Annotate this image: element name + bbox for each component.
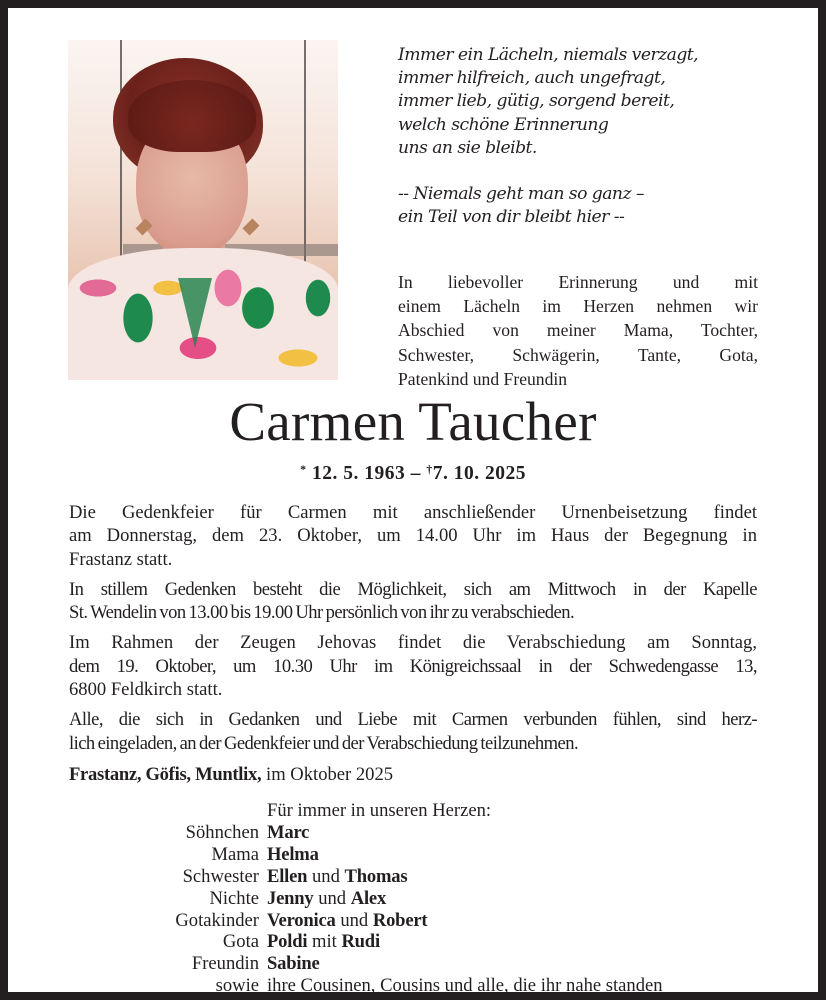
mourner-row bbox=[69, 953, 663, 975]
signoff-places: Frastanz, Göfis, Muntlix, bbox=[69, 764, 262, 785]
poem-line: Immer ein Lächeln, niemals verzagt, bbox=[398, 45, 699, 65]
text-line: 6800 Feldkirch statt. bbox=[69, 679, 223, 701]
quote-line: ein Teil von dir bleibt hier -- bbox=[398, 207, 625, 228]
name-joiner: mit bbox=[311, 931, 337, 953]
text-line: lich eingeladen, an der Gedenkfeier und der Verabschiedung teilzunehmen. bbox=[69, 732, 579, 754]
mourners-heading-row bbox=[69, 800, 663, 822]
birth-star-icon: * bbox=[300, 462, 307, 476]
spacer bbox=[69, 800, 267, 822]
mourners-list bbox=[69, 800, 663, 997]
obituary-notice bbox=[8, 8, 818, 997]
birth-date: 12. 5. 1963 bbox=[311, 463, 406, 484]
poem-line: immer hilfreich, auch ungefragt, bbox=[398, 68, 666, 89]
memorial-poem bbox=[398, 44, 698, 229]
earring-icon bbox=[243, 219, 260, 236]
text-line: Alle, die sich in Gedanken und Liebe mit Carmen verbunden fühlen, sind herz- bbox=[69, 709, 757, 731]
text-line: Die Gedenkfeier für Carmen mit anschließender Urnenbeisetzung findet bbox=[69, 502, 757, 523]
hair-fringe bbox=[128, 80, 256, 152]
relation-label: Gota bbox=[222, 931, 259, 953]
text-line: dem 19. Oktober, um 10.30 Uhr im Königreichssaal in der Schwedengasse 13, bbox=[69, 655, 757, 677]
signoff bbox=[69, 763, 393, 787]
text-line: St. Wendelin von 13.00 bis 19.00 Uhr persönlich von ihr zu verabschieden. bbox=[69, 602, 575, 624]
memorial-paragraph bbox=[69, 501, 757, 571]
mourner-row bbox=[69, 822, 663, 844]
intro-line: Abschied von meiner Mama, Tochter, bbox=[398, 320, 758, 341]
poem-line: immer lieb, gütig, sorgend bereit, bbox=[398, 91, 675, 112]
mourner-name: Robert bbox=[372, 909, 428, 931]
mourner-closing-row bbox=[69, 975, 663, 997]
text-line: am Donnerstag, dem 23. Oktober, um 14.00 Uhr im Haus der Begegnung in bbox=[69, 525, 757, 547]
mourners-heading: Für immer in unseren Herzen: bbox=[267, 800, 492, 821]
mourner-row bbox=[69, 910, 663, 932]
death-cross-icon: † bbox=[426, 462, 433, 476]
intro-line: einem Lächeln im Herzen nehmen wir bbox=[398, 296, 758, 317]
deceased-name: Carmen Taucher bbox=[229, 391, 597, 452]
farewell-paragraph bbox=[69, 578, 757, 625]
intro-line: Schwester, Schwägerin, Tante, Gota, bbox=[398, 344, 758, 365]
quote-line: -- Niemals geht man so ganz – bbox=[398, 184, 644, 205]
window-frame bbox=[304, 40, 306, 270]
mourner-name: Sabine bbox=[267, 953, 320, 975]
mourner-row bbox=[69, 888, 663, 910]
mourner-name: Veronica bbox=[267, 909, 336, 931]
spacer bbox=[398, 160, 698, 183]
intro-text bbox=[398, 270, 758, 391]
mourner-name: Helma bbox=[267, 843, 319, 865]
invitation-paragraph bbox=[69, 708, 757, 755]
service-paragraph bbox=[69, 631, 757, 701]
text-line: Im Rahmen der Zeugen Jehovas findet die Verabschiedung am Sonntag, bbox=[69, 632, 757, 654]
name-joiner: und bbox=[340, 909, 369, 931]
mourner-name: Jenny bbox=[267, 887, 314, 909]
mourner-name: Ellen bbox=[267, 865, 308, 887]
mourner-row bbox=[69, 866, 663, 888]
date-separator: – bbox=[410, 463, 421, 484]
poem-line: welch schöne Erinnerung bbox=[398, 114, 609, 135]
ceremony-details bbox=[69, 501, 757, 762]
mourner-name: Rudi bbox=[341, 931, 380, 953]
relation-label: Schwester bbox=[182, 865, 259, 887]
mourner-name: Thomas bbox=[344, 865, 408, 887]
portrait-photo bbox=[68, 40, 338, 380]
window-frame bbox=[120, 40, 122, 270]
mourner-name: Alex bbox=[350, 887, 387, 909]
name-joiner: und bbox=[318, 887, 347, 909]
mourner-name: Marc bbox=[267, 821, 310, 843]
relation-label: Freundin bbox=[191, 953, 259, 975]
signoff-date: im Oktober 2025 bbox=[266, 764, 394, 785]
death-date: 7. 10. 2025 bbox=[432, 463, 526, 484]
relation-label: Mama bbox=[211, 843, 259, 865]
poem-line: uns an sie bleibt. bbox=[398, 137, 537, 158]
intro-line: In liebevoller Erinnerung und mit bbox=[398, 272, 758, 292]
name-joiner: und bbox=[311, 865, 340, 887]
relation-label: Nichte bbox=[209, 887, 259, 909]
closing-text: ihre Cousinen, Cousins und alle, die ihr nahe standen bbox=[267, 975, 663, 997]
relation-label: sowie bbox=[215, 975, 259, 997]
relation-label: Gotakinder bbox=[175, 909, 259, 931]
relation-label: Söhnchen bbox=[185, 821, 259, 843]
text-line: In stillem Gedenken besteht die Möglichkeit, sich am Mittwoch in der Kapelle bbox=[69, 578, 757, 600]
mourner-row bbox=[69, 844, 663, 866]
life-dates bbox=[8, 457, 818, 486]
text-line: Frastanz statt. bbox=[69, 548, 173, 570]
mourner-name: Poldi bbox=[267, 931, 308, 953]
mourner-row bbox=[69, 931, 663, 953]
intro-line: Patenkind und Freundin bbox=[398, 368, 568, 389]
